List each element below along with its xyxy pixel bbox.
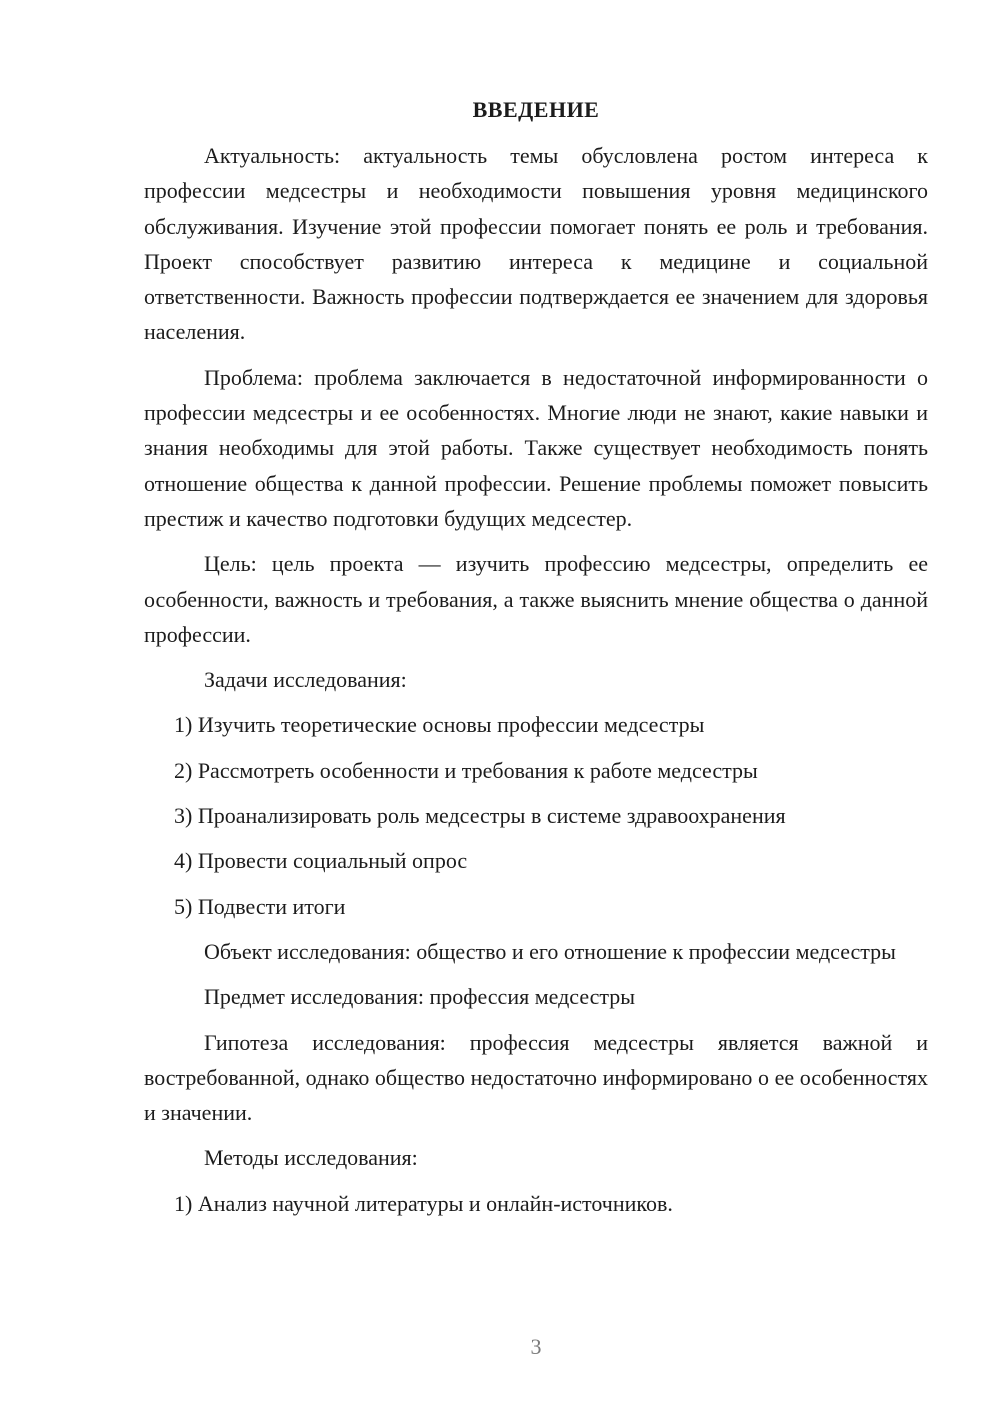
task-item: 2) Рассмотреть особенности и требования к работе медсестры [174, 757, 758, 783]
task-item: 4) Провести социальный опрос [174, 848, 468, 874]
methods-heading: Методы исследования: [204, 1145, 418, 1171]
task-item: 5) Подвести итоги [174, 893, 346, 919]
method-item: 1) Анализ научной литературы и онлайн-источников. [174, 1190, 673, 1216]
object-paragraph: Объект исследования: общество и его отношение к профессии медсестры [204, 938, 896, 964]
document-page [144, 96, 928, 1231]
task-item: 3) Проанализировать роль медсестры в системе здравоохранения [174, 803, 786, 829]
hypothesis-paragraph: Гипотеза исследования: профессия медсестры является важной и востребованной, однако общество недостаточно информировано о ее особенностях и значении. [144, 1029, 928, 1126]
relevance-paragraph: Актуальность: актуальность темы обусловлена ростом интереса к профессии медсестры и необходимости повышения уровня медицинского обслуживания. Изучение этой профессии помогает понять ее роль и требования. Проект способствует развитию интереса к медицине и социальной ответственности. Важность профессии подтверждается ее значением для здоровья населения. [144, 143, 928, 345]
problem-paragraph: Проблема: проблема заключается в недостаточной информированности о профессии медсестры и ее особенностях. Многие люди не знают, какие навыки и знания необходимы для этой работы. Также существует необходимость понять отношение общества к данной профессии. Решение проблемы поможет повысить престиж и качество подготовки будущих медсестер. [144, 364, 928, 531]
page-title: ВВЕДЕНИЕ [472, 97, 600, 122]
tasks-heading: Задачи исследования: [204, 667, 407, 693]
task-item: 1) Изучить теоретические основы профессии медсестры [174, 712, 705, 738]
page-number: 3 [530, 1334, 542, 1359]
goal-paragraph: Цель: цель проекта — изучить профессию медсестры, определить ее особенности, важность и требования, а также выяснить мнение общества о данной профессии. [144, 551, 928, 647]
subject-paragraph: Предмет исследования: профессия медсестры [204, 984, 636, 1010]
